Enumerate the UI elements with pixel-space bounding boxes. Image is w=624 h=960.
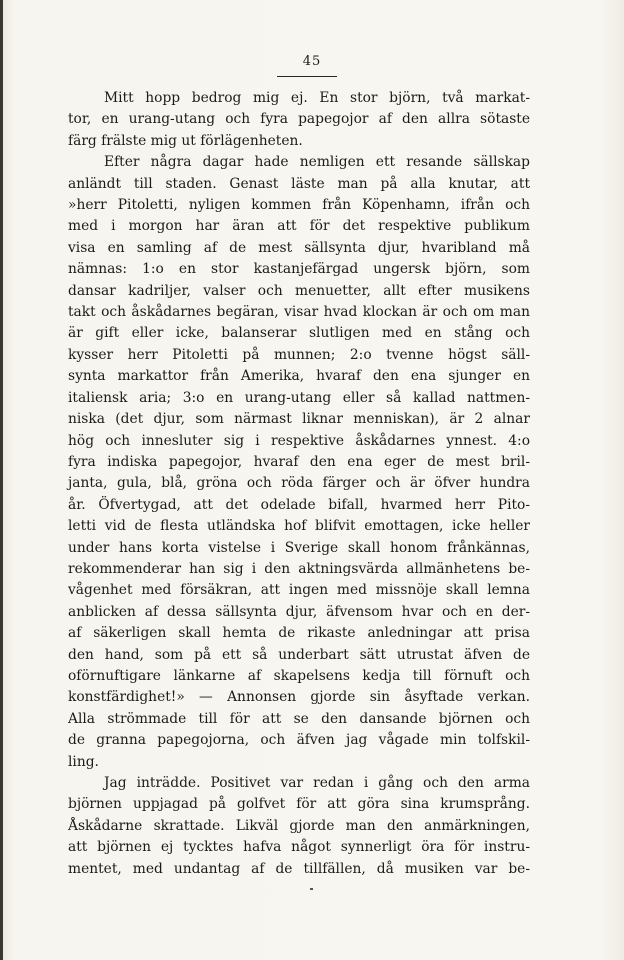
text-line: under hans korta vistelse i Sverige skall honom frånkännas,: [68, 539, 530, 556]
text-line: vågenhet med försäkran, att ingen med missnöje skall lemna: [68, 582, 530, 599]
text-line: att björnen ej tycktes hafva något synnerligt öra för instru-: [68, 839, 530, 856]
text-line: italiensk aria; 3:o en urang-utang eller så kallad nattmen-: [68, 389, 530, 406]
text-line: anblicken af dessa sällsynta djur, äfvensom hvar och en der-: [68, 603, 530, 620]
text-line: år. Öfvertygad, att det odelade bifall, hvarmed herr Pito-: [68, 496, 530, 513]
text-line: hög och innesluter sig i respektive åskådarnes ynnest. 4:o: [68, 432, 530, 449]
text-line: är gift eller icke, balanserar slutligen med en stång och: [68, 325, 530, 342]
text-line: takt och åskådarnes begäran, visar hvad klockan är och om man: [68, 304, 530, 321]
text-line: kysser herr Pitoletti på munnen; 2:o tvenne högst säll-: [68, 346, 530, 363]
text-line: letti vid de flesta utländska hof blifvit emottagen, icke heller: [68, 518, 530, 535]
speck: [310, 888, 313, 890]
text-line: dansar kadriljer, valser och menuetter, allt efter musikens: [68, 282, 530, 299]
page-binding-edge: [0, 0, 3, 960]
text-line: med i morgon har äran att för det respektive publikum: [68, 218, 530, 235]
text-line: konstfärdighet!» — Annonsen gjorde sin åsyftade verkan.: [68, 689, 530, 706]
text-line: Mitt hopp bedrog mig ej. En stor björn, två markat-: [104, 90, 530, 106]
text-line: nämnas: 1:o en stor kastanjefärgad ungersk björn, som: [68, 261, 530, 278]
text-line: af säkerligen skall hemta de rikaste anledningar att prisa: [68, 625, 530, 642]
text-line: Åskådarne skrattade. Likväl gjorde man den anmärkningen,: [68, 817, 530, 834]
header-rule: [277, 76, 337, 77]
text-line: färg frälste mig ut förlägenheten.: [68, 132, 303, 149]
text-line: visa en samling af de mest sällsynta djur, hvaribland må: [68, 239, 530, 256]
text-line: oförnuftigare länkarne af skapelsens kedja till förnuft och: [68, 667, 530, 684]
text-line: »herr Pitoletti, nyligen kommen från Köpenhamn, ifrån och: [68, 197, 530, 214]
text-line: tor, en urang-utang och fyra papegojor af den allra sötaste: [68, 111, 530, 128]
text-line: björnen uppjagad på golfvet för att göra sina krumsprång.: [68, 796, 530, 813]
text-line: mentet, med undantag af de tillfällen, då musiken var be-: [68, 860, 530, 877]
text-line: Alla strömmade till för att se den dansande björnen och: [68, 710, 530, 727]
text-line: den hand, som på ett så underbart sätt utrustat äfven de: [68, 646, 530, 663]
page-number: 45: [302, 54, 322, 69]
text-line: rekommenderar han sig i den aktningsvärda allmänhetens be-: [68, 560, 530, 577]
text-line: niska (det djur, som närmast liknar menniskan), är 2 alnar: [68, 411, 530, 428]
text-line: janta, gula, blå, gröna och röda färger och är öfver hundra: [68, 475, 530, 492]
body-text: [68, 88, 530, 880]
text-line: fyra indiska papegojor, hvaraf den ena eger de mest bril-: [68, 453, 530, 470]
text-line: synta markattor från Amerika, hvaraf den ena sjunger en: [68, 368, 530, 385]
text-line: ling.: [68, 753, 99, 770]
text-line: Jag inträdde. Positivet var redan i gång och den arma: [104, 775, 530, 791]
text-line: Efter några dagar hade nemligen ett resande sällskap: [104, 154, 530, 171]
text-line: de granna papegojorna, och äfven jag vågade min tolfskil-: [68, 732, 530, 749]
text-line: anländt till staden. Genast läste man på alla knutar, att: [68, 175, 530, 192]
